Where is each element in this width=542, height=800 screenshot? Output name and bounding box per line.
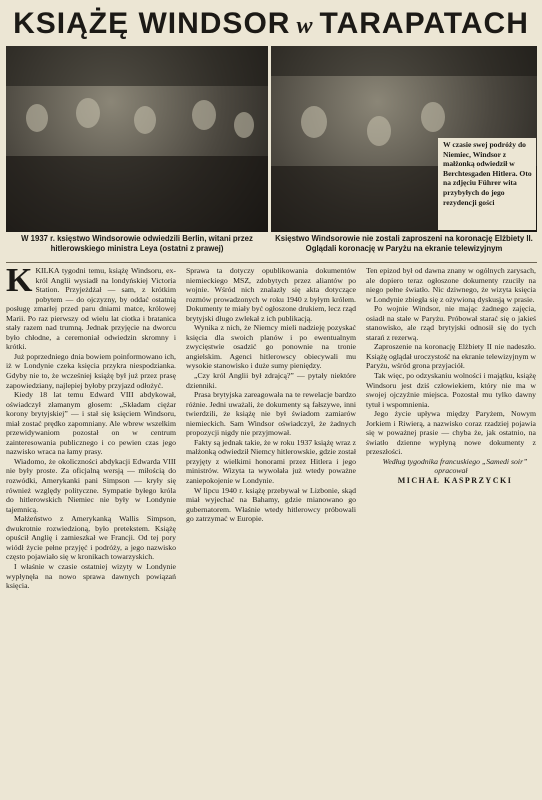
paragraph: Po wojnie Windsor, nie mając żadnego zajęcia, osiadł na stałe w Paryżu. Próbował starać się o jakieś stanowisko, ale rząd brytyjski odnosił się do tych starań z rezerwą. (366, 304, 536, 342)
headline-part-b: w (296, 13, 314, 39)
paragraph: Ten epizod był od dawna znany w ogólnych zarysach, ale dopiero teraz ogłoszone dokumenty rzuciły na niego pełne światło. Nic dziwnego, że wizyta księcia w Londynie zbiegła się z ożywioną dyskusją w prasie. (366, 266, 536, 304)
article-column-3 (366, 266, 536, 798)
paragraph (6, 266, 176, 352)
author-name: MICHAŁ KASPRZYCKI (397, 476, 513, 486)
paragraph: W lipcu 1940 r. książę przebywał w Lizbonie, skąd miał wyjechać na Bahamy, gdzie mianowano go gubernatorem. Właśnie wtedy hitlerowcy próbowali go zatrzymać w Europie. (186, 485, 356, 524)
paragraph: Już poprzedniego dnia bowiem poinformowano ich, iż w Londynie czeka księcia przykra niespodzianka. Gdyby nie to, że wcześniej książę był już przez prasę zapowiedziany, najlepiej byłoby przyjazd odłożyć. (6, 351, 176, 390)
headline (6, 4, 536, 44)
paragraph: Tak więc, po odzyskaniu wolności i majątku, książę Windsoru jest dziś człowiekiem, który nie ma w swojej ojczyźnie miejsca. Pozostał mu tylko dawny tytuł i wspomnienia. (366, 371, 536, 409)
paragraph: Prasa brytyjska zareagowała na te rewelacje bardzo różnie. Jedni uważali, że dokumenty są fałszywe, inni twierdzili, że książę nie był świadom zamiarów niemieckich. Sam Windsor oświadczył, że żadnych propozycji nigdy nie przyjmował. (186, 390, 356, 438)
headline-part-c: TARAPATACH (319, 7, 529, 40)
paragraph: Zaproszenie na koronację Elżbiety II nie nadeszło. Książę oglądał uroczystość na ekranie telewizyjnym w Paryżu, wśród grona przyjaciół. (366, 342, 536, 371)
paragraph: Małżeństwo z Amerykanką Wallis Simpson, dwukrotnie rozwiedzioną, było pretekstem. Książę opuścił Anglię i zamieszkał we Francji. Od tej pory wiódł życie pełne przyjęć i podróży, a jego nazwisko często pojawiało się w kronikach towarzyskich. (6, 514, 176, 562)
drop-cap: K (6, 266, 33, 299)
paragraph: Sprawa ta dotyczy opublikowania dokumentów niemieckiego MSZ, zdobytych przez aliantów po wojnie. Wśród nich znalazły się akta dotyczące rozmów prowadzonych w roku 1940 z byłym królem. Dokumenty te miały być ogłoszone drukiem, lecz rząd brytyjski długo zwlekał z ich publikacją. (186, 266, 356, 323)
paragraph: Wynika z nich, że Niemcy mieli nadzieję pozyskać księcia dla swoich planów i po ewentualnym zwycięstwie osadzić go ponownie na tronie angielskim. Agenci hitlerowscy obiecywali mu wysokie stanowisko i duże sumy pieniędzy. (186, 323, 356, 371)
paragraph: Kiedy 18 lat temu Edward VIII abdykował, oświadczył złamanym głosem: „Składam ciężar korony brytyjskiej” — i stał się księciem Windsoru, miał zostać prędko zapomniany. Ale wbrew wszelkim przewidywaniom pozostał on w centrum zainteresowania publicznego i co pewien czas jego nazwisko wraca na łamy prasy. (6, 390, 176, 457)
article-column-1 (6, 266, 176, 798)
divider (6, 262, 537, 263)
caption-left: W 1937 r. księstwo Windsorowie odwiedzili Berlin, witani przez hitlerowskiego ministra Leya (ostatni z prawej) (21, 234, 253, 253)
paragraph: Wiadomo, że okoliczności abdykacji Edwarda VIII nie były proste. Za oficjalną wersją — miłością do rozwódki, Amerykanki pani Simpson — kryły się również względy polityczne. Sympatie byłego króla do hitlerowskich Niemiec nie były w Londynie tajemnicą. (6, 456, 176, 514)
side-caption-berchtesgaden: W czasie swej podróży do Niemiec, Windsor z małżonką odwiedził w Berchtesgaden Hitlera. Oto na zdjęciu Führer wita przybyłych do jego rezydencji gości (438, 138, 536, 230)
headline-part-a: KSIĄŻĘ WINDSOR (13, 7, 291, 40)
paragraph: Fakty są jednak takie, że w roku 1937 książę wraz z małżonką odwiedził Niemcy hitlerowskie, gdzie został przyjęty z wielkimi honorami przez Hitlera i jego ministrów. Wizyta ta wywołała już wtedy poważne zaniepokojenie w Londynie. (186, 437, 356, 486)
source-credit: Według tygodnika francuskiego „Samedi soir” opracował (382, 456, 528, 476)
paragraph-text: KILKA tygodni temu, książę Windsoru, ex-król Anglii wysiadł na londyńskiej Victoria Station. Przyjeżdżał — sam, z krótkim pobytem — do ojczyzny, by oddać ostatnią posługę zmarłej przed paru dniami matce, królowej Marii. Po raz pierwszy od wielu lat ciotka i bratanica stały razem nad trumną. Jednak przyjęcie na dworcu było chłodne, a ceremoniał odwiedzin skromny i krótki. (6, 266, 176, 352)
paragraph: I właśnie w czasie ostatniej wizyty w Londynie wypłynęła na nowo sprawa dawnych powiązań księcia. (6, 561, 176, 591)
caption-right: Księstwo Windsorowie nie zostali zaproszeni na koronację Elżbiety II. Oglądali koronację w Paryżu na ekranie telewizyjnym (275, 234, 533, 253)
photo-berlin-visit (6, 46, 268, 232)
article-column-2 (186, 266, 356, 798)
paragraph: „Czy król Anglii był zdrajcą?” — pytały niektóre dzienniki. (186, 371, 356, 390)
paragraph: Jego życie upływa między Paryżem, Nowym Jorkiem i Riwierą, a nazwisko coraz rzadziej pojawia się w poważnej prasie — chyba że, jak ostatnio, na światło dzienne wypłyną nowe dokumenty z przeszłości. (366, 409, 536, 457)
